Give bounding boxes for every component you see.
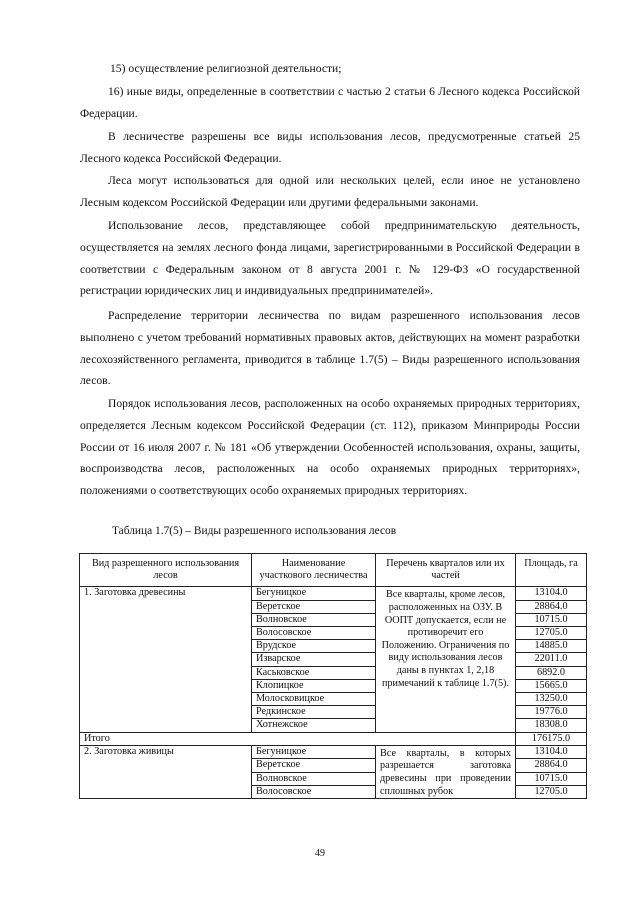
forestry-name-cell: Волновское: [252, 772, 376, 785]
forestry-name-cell: Молосковицкое: [252, 693, 376, 706]
area-cell: 28864.0: [516, 600, 587, 613]
total-area-cell: 176175.0: [516, 732, 587, 745]
table-row: [80, 745, 587, 758]
use-type-cell: 1. Заготовка древесины: [80, 587, 252, 732]
area-cell: 13250.0: [516, 693, 587, 706]
total-label-cell: Итого: [80, 732, 516, 745]
area-cell: 28864.0: [516, 759, 587, 772]
header-use-type: Вид разрешенного использования лесов: [80, 554, 252, 587]
forestry-name-cell: Веретское: [252, 759, 376, 772]
area-cell: 19776.0: [516, 706, 587, 719]
area-cell: 15665.0: [516, 679, 587, 692]
paragraph-2: 16) иные виды, определенные в соответствии с частью 2 статьи 6 Лесного кодекса Российской Федерации.: [80, 85, 580, 120]
paragraph-7: Порядок использования лесов, расположенных на особо охраняемых природных территориях, определяется Лесным кодексом Российской Федерации (ст. 112), приказом Минприроды России России от 16 июля 2007 г. № 181 «Об утверждении Особенностей использования, охраны, защиты, воспроизводства лесов, расположенных на особо охраняемых природных территориях», положениями о соответствующих особо охраняемых природных территориях.: [80, 397, 580, 498]
table-caption: Таблица 1.7(5) – Виды разрешенного использования лесов: [112, 525, 397, 537]
forestry-name-cell: Редкинское: [252, 706, 376, 719]
paragraph-3: В лесничестве разрешены все виды использования лесов, предусмотренные статьей 25 Лесного кодекса Российской Федерации.: [80, 130, 580, 165]
forestry-name-cell: Бегуницкое: [252, 745, 376, 758]
area-cell: 13104.0: [516, 587, 587, 600]
header-forestry-name: Наименование участкового лесничества: [252, 554, 376, 587]
area-cell: 12705.0: [516, 785, 587, 798]
forestry-name-cell: Волновское: [252, 613, 376, 626]
forestry-name-cell: Волосовское: [252, 627, 376, 640]
area-cell: 12705.0: [516, 627, 587, 640]
paragraph-6: Распределение территории лесничества по видам разрешенного использования лесов выполнено с учетом требований нормативных правовых актов, действующих на момент разработки лесохозяйственного регламента, приводится в таблице 1.7(5) – Виды разрешенного использования лесов.: [80, 309, 580, 388]
use-type-cell: 2. Заготовка живицы: [80, 745, 252, 798]
forestry-name-cell: Бегуницкое: [252, 587, 376, 600]
area-cell: 14885.0: [516, 640, 587, 653]
header-area: Площадь, га: [516, 554, 587, 587]
forestry-name-cell: Хотнежское: [252, 719, 376, 732]
quarters-cell: Все кварталы, в которых разрешается заготовка древесины при проведении сплошных рубок: [376, 745, 516, 798]
forestry-name-cell: Каськовское: [252, 666, 376, 679]
area-cell: 10715.0: [516, 613, 587, 626]
forestry-name-cell: Врудское: [252, 640, 376, 653]
header-quarters: Перечень кварталов или их частей: [376, 554, 516, 587]
page-number: 49: [315, 848, 325, 859]
table-row: [80, 587, 587, 600]
paragraph-4: Леса могут использоваться для одной или нескольких целей, если иное не установлено Лесным кодексом Российской Федерации или другими федеральными законами.: [80, 174, 580, 209]
area-cell: 10715.0: [516, 772, 587, 785]
forestry-name-cell: Клопицкое: [252, 679, 376, 692]
area-cell: 18308.0: [516, 719, 587, 732]
forestry-name-cell: Изварское: [252, 653, 376, 666]
table-header-row: [80, 554, 587, 587]
forestry-name-cell: Волосовское: [252, 785, 376, 798]
forestry-name-cell: Веретское: [252, 600, 376, 613]
area-cell: 6892.0: [516, 666, 587, 679]
table-total-row: [80, 732, 587, 745]
permitted-use-table: [79, 553, 587, 799]
paragraph-1: 15) осуществление религиозной деятельности;: [110, 62, 342, 75]
area-cell: 22011.0: [516, 653, 587, 666]
paragraph-5: Использование лесов, представляющее собой предпринимательскую деятельность, осуществляется на землях лесного фонда лицами, зарегистрированными в Российской Федерации в соответствии с Федеральным законом от 8 августа 2001 г. № 129-ФЗ «О государственной регистрации юридических лиц и индивидуальных предпринимателей».: [80, 219, 580, 298]
quarters-cell: Все кварталы, кроме лесов, расположенных на ОЗУ. В ООПТ допускается, если не противоречит его Положению. Ограничения по виду использования лесов даны в пунктах 1, 2,18 примечаний к таблице 1.7(5).: [376, 587, 516, 732]
area-cell: 13104.0: [516, 745, 587, 758]
